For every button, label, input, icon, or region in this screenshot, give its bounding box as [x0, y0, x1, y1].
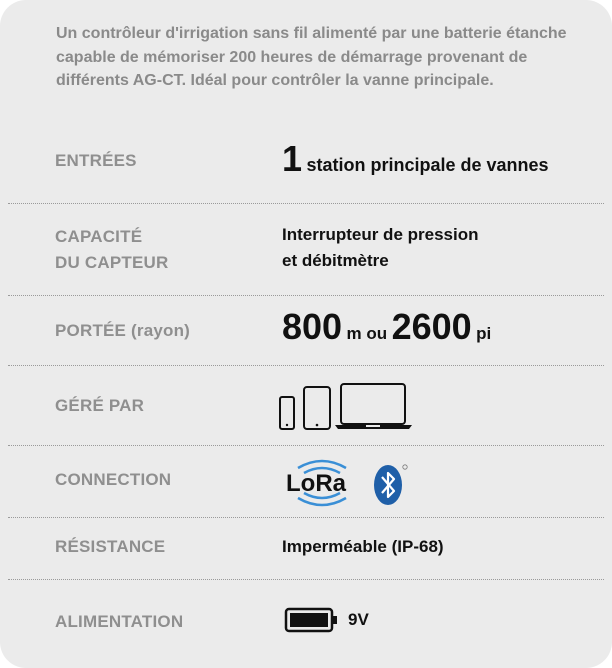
portee-num-feet: 2600 [391, 306, 472, 347]
value-alimentation [284, 606, 369, 634]
portee-unit-feet: pi [476, 324, 492, 343]
bluetooth-icon [374, 465, 407, 505]
label-gere: GÉRÉ PAR [55, 396, 145, 415]
spec-row-gere [8, 366, 604, 446]
label-entrees: ENTRÉES [55, 151, 137, 170]
entrees-text: station principale de vannes [306, 155, 549, 175]
portee-num-meters: 800 [282, 306, 343, 347]
value-capteur: Interrupteur de pression et débitmètre [282, 225, 479, 270]
connection-logos [282, 458, 422, 510]
spec-row-capteur [8, 204, 604, 296]
lora-logo-icon [286, 461, 347, 505]
phone-icon [280, 397, 294, 429]
battery-icon [284, 606, 338, 634]
value-resistance: Imperméable (IP-68) [282, 537, 444, 556]
battery-voltage: 9V [348, 610, 369, 629]
label-portee: PORTÉE (rayon) [55, 321, 191, 340]
entrees-number: 1 [282, 138, 303, 179]
devices-group [278, 382, 418, 432]
laptop-icon [335, 384, 412, 429]
label-alimentation: ALIMENTATION [55, 612, 184, 631]
lora-text: LoRa [286, 470, 346, 497]
spec-row-resistance [8, 518, 604, 580]
intro-text: Un contrôleur d'irrigation sans fil alimenté par une batterie étanche capable de mémoriser 200 heures de démarrage provenant de différents AG-CT. Idéal pour contrôler la vanne principale. [56, 25, 567, 89]
spec-row-connection [8, 446, 604, 518]
label-connection: CONNECTION [55, 470, 172, 489]
label-capteur: CAPACITÉ DU CAPTEUR [55, 227, 169, 272]
value-entrees [282, 138, 549, 180]
value-portee [282, 306, 491, 348]
label-resistance: RÉSISTANCE [55, 537, 166, 556]
tablet-icon [304, 387, 330, 429]
spec-row-alimentation [8, 580, 604, 660]
spec-row-entrees [8, 136, 604, 204]
spec-row-portee [8, 296, 604, 366]
portee-unit-meters: m ou [346, 324, 388, 343]
